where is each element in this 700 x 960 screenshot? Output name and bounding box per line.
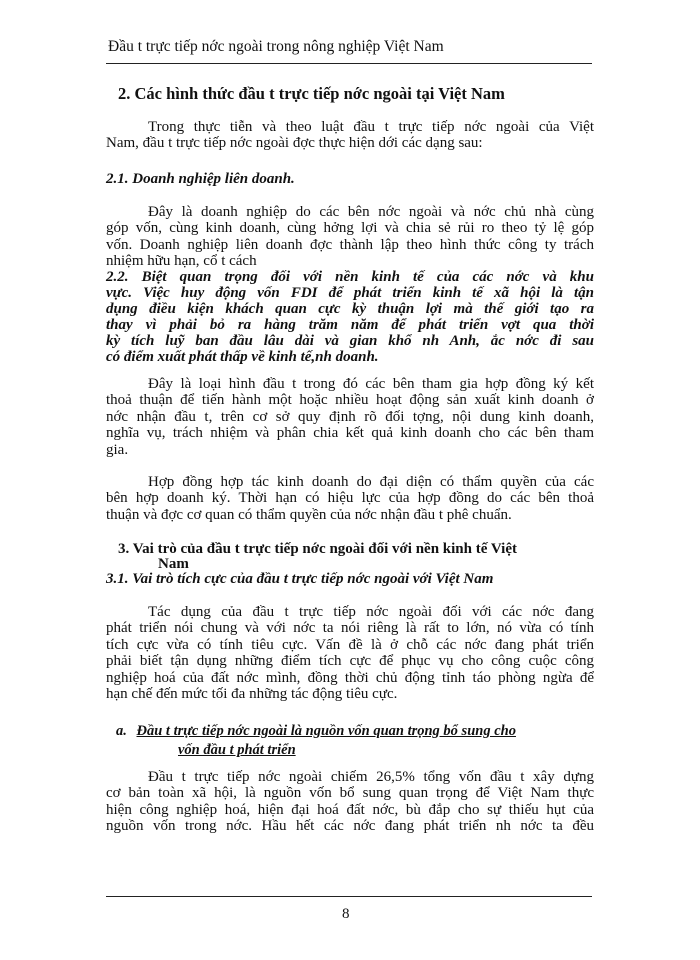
text-line: tích cực vừa có tính tiêu cực. Vấn đề là ở chỗ các nớc đang phát triển <box>106 636 594 653</box>
section-2-heading: 2. Các hình thức đầu t trực tiếp nớc ngoài tại Việt Nam <box>118 84 505 103</box>
text-line: hiện công nghiệp hoá, hiện đại hoá đất nớc, bù đắp cho sự thiếu hụt của <box>106 801 594 818</box>
subsection-2-1-heading: 2.1. Doanh nghiệp liên doanh. <box>106 171 295 187</box>
text-line: thay vì phải bỏ ra hàng trăm năm để phát triển vợt qua thời <box>106 317 594 333</box>
text-line: gia. <box>106 441 129 458</box>
text-line: kỳ tích luỹ ban đầu lâu dài và gian khổ nh Anh, ắc nớc đi sau <box>106 333 594 349</box>
text-line: nguồn vốn trong nớc. Hầu hết các nớc đang phát triển nh nớc ta đều <box>106 818 594 835</box>
subsection-2-1-paragraph <box>106 204 594 270</box>
running-header: Đầu t trực tiếp nớc ngoài trong nông nghiệp Việt Nam <box>108 38 444 55</box>
text-line: có điểm xuất phát thấp về kinh tế,nh doanh. <box>106 349 379 365</box>
text-line: hạn chế đến mức tối đa những tác động tiêu cực. <box>106 686 398 703</box>
text-line: Đây là loại hình đầu t trong đó các bên tham gia hợp đồng ký kết <box>148 376 594 392</box>
item-a-marker: a. <box>116 723 127 739</box>
text-line: Nam, đầu t trực tiếp nớc ngoài đợc thực hiện dới các dạng sau: <box>106 135 483 152</box>
item-a-heading-line: Đầu t trực tiếp nớc ngoài là nguồn vốn quan trọng bổ sung cho <box>136 723 516 739</box>
heading-line: Nam <box>158 556 189 572</box>
item-a-heading <box>116 723 516 740</box>
item-a-heading-line-2: vốn đầu t phát triển <box>178 742 296 758</box>
text-line: cơ bản toàn xã hội, là nguồn vốn bổ sung quan trọng để Việt Nam thực <box>106 785 594 802</box>
text-line: nghĩa vụ, trách nhiệm và phân chia kết quả kinh doanh cho các bên tham <box>106 425 594 442</box>
text-line: bên hợp doanh ký. Thời hạn có hiệu lực của hợp đồng do các bên thoả <box>106 490 594 507</box>
text-line: góp vốn, cùng kinh doanh, cùng hởng lợi và chia sẻ rủi ro theo tỷ lệ góp <box>106 220 594 237</box>
section-3-heading <box>118 542 588 572</box>
text-line: Đây là doanh nghiệp do các bên nớc ngoài và nớc chủ nhà cùng <box>148 204 594 220</box>
text-line: vốn. Doanh nghiệp liên doanh đợc thành lập theo hình thức công ty trách <box>106 236 594 253</box>
text-line: 2.2. Biệt quan trọng đối với nền kinh tế của các nớc và khu <box>106 269 594 285</box>
text-line: dụng điều kiện khách quan cực kỳ thuận lợi mà thế giới tạo ra <box>106 301 594 317</box>
subsection-2-2-block <box>106 269 594 365</box>
section-2-intro <box>106 119 594 152</box>
text-line: phát triển nói chung và với nớc ta nói riêng là rất to lớn, nó vừa có tính <box>106 620 594 637</box>
text-line: Tác dụng của đầu t trực tiếp nớc ngoài đối với các nớc đang <box>148 604 594 620</box>
page-number: 8 <box>342 906 350 922</box>
header-rule <box>106 63 592 64</box>
subsection-3-1-heading: 3.1. Vai trò tích cực của đầu t trực tiếp nớc ngoài với Việt Nam <box>106 571 494 587</box>
text-line: nghiệp hoá của đất nớc mình, đồng thời chủ động tỉnh táo phòng ngừa để <box>106 669 594 686</box>
subsection-3-1-paragraph <box>106 604 594 702</box>
contract-paragraph <box>106 474 594 523</box>
text-line: thoả thuận để tiến hành một hoặc nhiều hoạt động sản xuất kinh doanh ở <box>106 392 594 409</box>
bcc-paragraph <box>106 376 594 458</box>
text-line: Hợp đồng hợp tác kinh doanh do đại diện có thẩm quyền của các <box>148 474 594 490</box>
heading-line: 3. Vai trò của đầu t trực tiếp nớc ngoài đối với nền kinh tế Việt <box>118 541 517 557</box>
text-line: nớc nhận đầu t, trên cơ sở quy định rõ đối tợng, nội dung kinh doanh, <box>106 408 594 425</box>
text-line: phải biết tận dụng những điểm tích cực để phục vụ cho công cuộc công <box>106 653 594 670</box>
text-line: vực. Việc huy động vốn FDI để phát triển kinh tế xã hội là tận <box>106 285 594 301</box>
text-line: Đầu t trực tiếp nớc ngoài chiếm 26,5% tổng vốn đầu t xây dựng <box>148 769 594 785</box>
text-line: Trong thực tiễn và theo luật đầu t trực tiếp nớc ngoài của Việt <box>148 119 594 135</box>
item-a-paragraph <box>106 769 594 835</box>
footer-rule <box>106 896 592 897</box>
text-line: thuận và đợc cơ quan có thẩm quyền của nớc nhận đầu t phê chuẩn. <box>106 506 512 523</box>
text-line: nhiệm hữu hạn, cổ t cách <box>106 253 257 270</box>
